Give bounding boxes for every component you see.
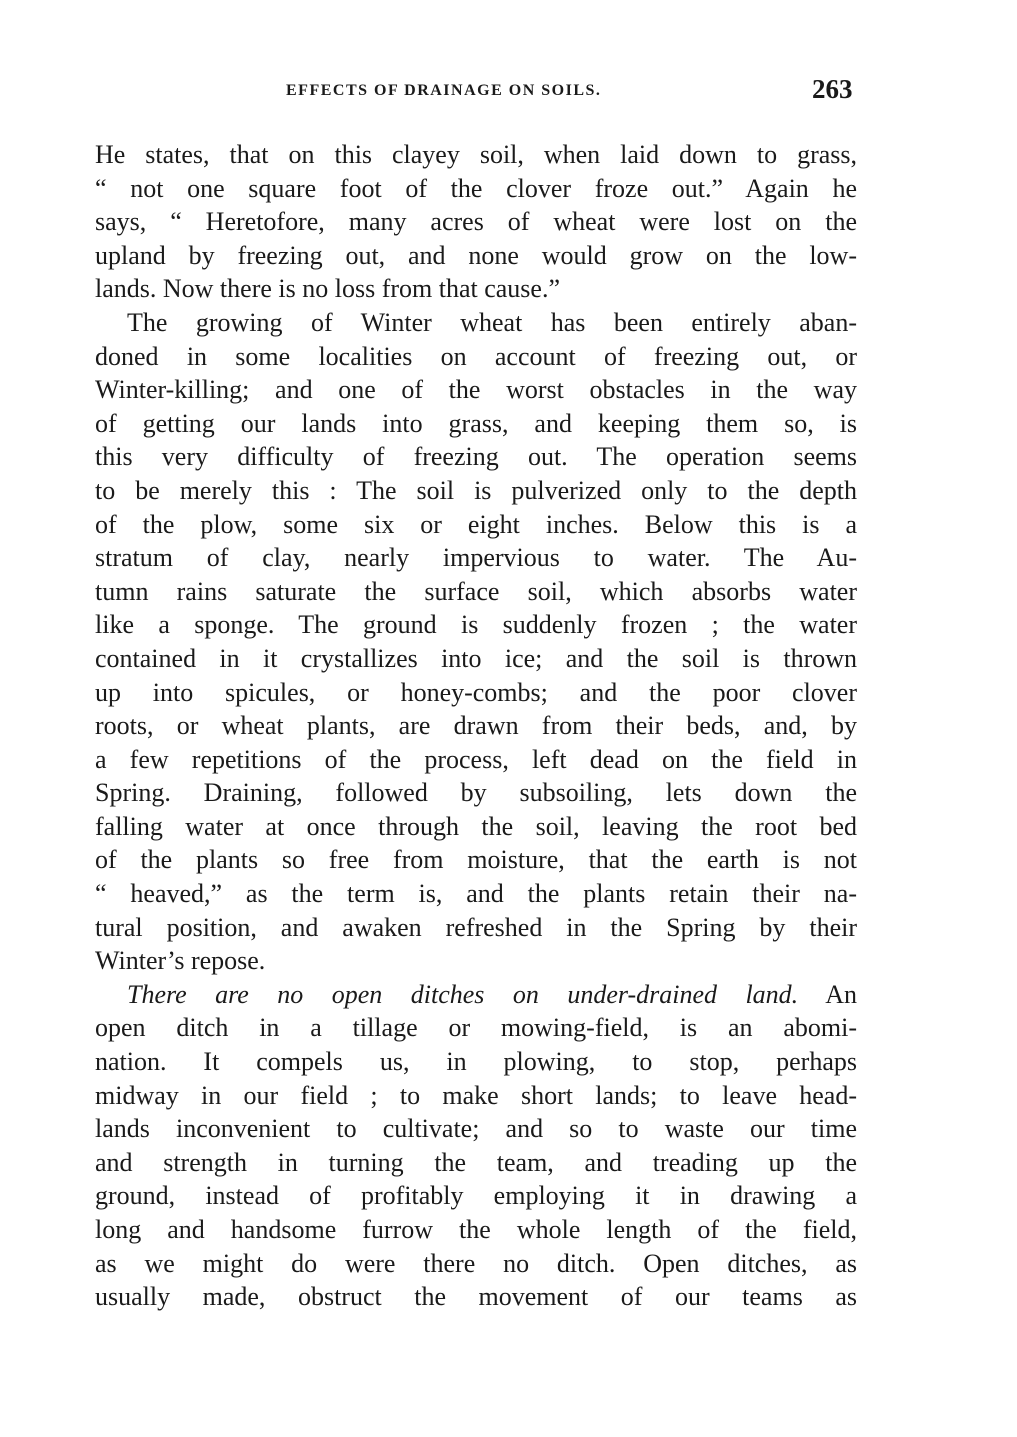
text-line: this very difficulty of freezing out. The operation seems [95,442,857,472]
text-line: “ heaved,” as the term is, and the plants retain their na- [95,879,857,909]
page-number: 263 [812,74,853,104]
text-line: “ not one square foot of the clover froze out.” Again he [95,173,857,203]
running-head: EFFECTS OF DRAINAGE ON SOILS. [286,82,602,99]
text-line: doned in some localities on account of freezing out, or [95,341,857,371]
text-line: a few repetitions of the process, left dead on the field in [95,744,857,774]
text-line: of getting our lands into grass, and keeping them so, is [95,408,857,438]
text-line: up into spicules, or honey-combs; and the poor clover [95,677,857,707]
text-line: midway in our field ; to make short lands; to leave head- [95,1080,857,1110]
text-line: usually made, obstruct the movement of our teams as [95,1282,857,1312]
text-line: He states, that on this clayey soil, when laid down to grass, [95,140,857,169]
text-line: falling water at once through the soil, leaving the root bed [95,811,857,841]
body-text [95,138,857,1314]
text-line: tural position, and awaken refreshed in the Spring by their [95,912,857,942]
text-line: nation. It compels us, in plowing, to stop, perhaps [95,1047,857,1077]
italic-lead: There are no open ditches on under-drained land. [127,979,799,1009]
text-line: as we might do were there no ditch. Open ditches, as [95,1248,857,1278]
text-line: open ditch in a tillage or mowing-field, is an abomi- [95,1013,857,1043]
text-line: to be merely this : The soil is pulverized only to the depth [95,475,857,505]
text-line: Winter’s repose. [95,946,266,976]
text-line: like a sponge. The ground is suddenly frozen ; the water [95,610,857,640]
text-line: lands inconvenient to cultivate; and so to waste our time [95,1114,857,1144]
text-line-italic-lead [95,978,857,1012]
text-line: Winter-killing; and one of the worst obstacles in the way [95,375,857,405]
text-line: roots, or wheat plants, are drawn from their beds, and, by [95,711,857,741]
text-line: ground, instead of profitably employing it in drawing a [95,1181,857,1211]
text-line: of the plants so free from moisture, that the earth is not [95,845,857,875]
text-line: long and handsome furrow the whole length of the field, [95,1215,857,1244]
text-line: and strength in turning the team, and treading up the [95,1147,857,1177]
text-line: of the plow, some six or eight inches. Below this is a [95,509,857,539]
text-line: contained in it crystallizes into ice; and the soil is thrown [95,643,857,673]
text-line: The growing of Winter wheat has been entirely aban- [127,307,857,337]
italic-lead-rest: An [798,979,857,1009]
text-line: Spring. Draining, followed by subsoiling, lets down the [95,778,857,808]
text-line: upland by freezing out, and none would grow on the low- [95,240,857,270]
text-line: stratum of clay, nearly impervious to water. The Au- [95,543,857,573]
text-line: says, “ Heretofore, many acres of wheat were lost on the [95,207,857,237]
text-line: tumn rains saturate the surface soil, which absorbs water [95,576,857,606]
text-line: lands. Now there is no loss from that cause.” [95,274,561,304]
